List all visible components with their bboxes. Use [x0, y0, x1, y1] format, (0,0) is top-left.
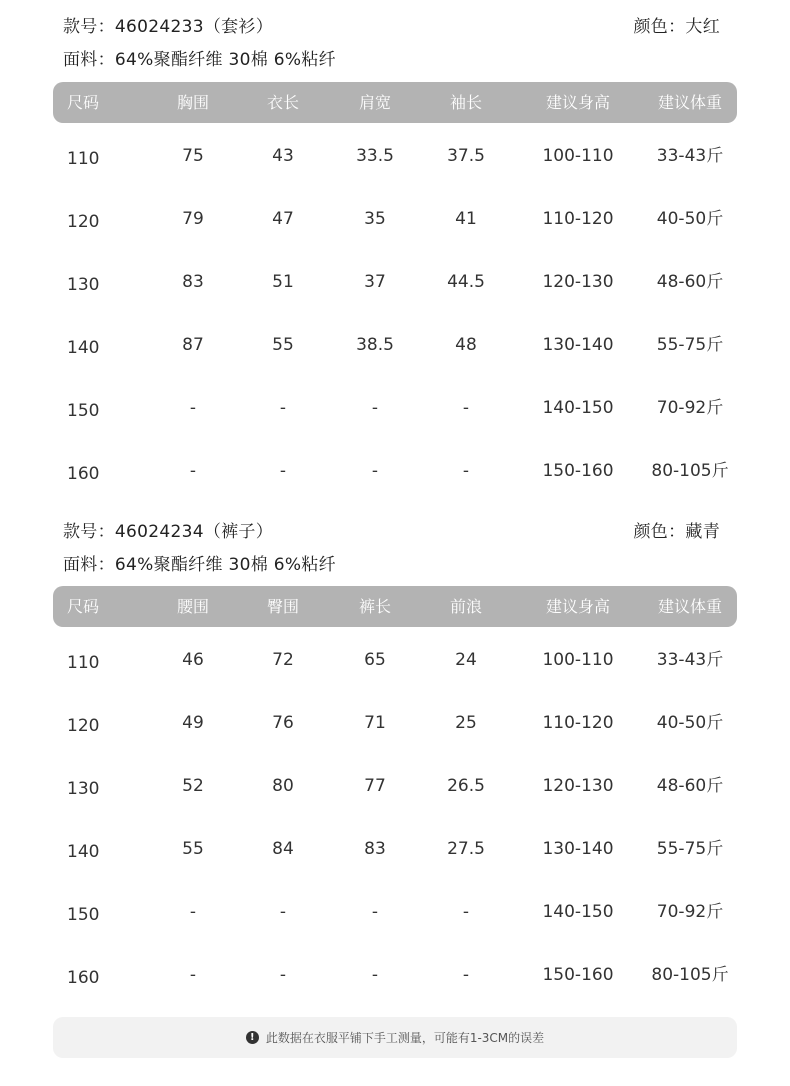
cell-col-d: 26.5	[447, 776, 485, 796]
cell-col-a: -	[189, 398, 197, 418]
cell-height: 140-150	[542, 902, 614, 922]
table-row	[53, 629, 737, 692]
cell-col-a: 52	[182, 776, 204, 796]
cell-height: 150-160	[542, 461, 614, 481]
cell-size: 140	[67, 842, 100, 862]
header-col-c: 肩宽	[358, 93, 392, 112]
cell-weight: 33-43斤	[656, 146, 724, 166]
header-col-b: 衣长	[266, 93, 300, 112]
header-col-d: 前浪	[449, 597, 483, 616]
cell-col-c: -	[371, 902, 379, 922]
cell-col-d: 48	[455, 335, 477, 355]
cell-col-c: 77	[364, 776, 386, 796]
cell-col-a: -	[189, 965, 197, 985]
notice-text: 此数据在衣服平铺下手工测量，可能有1-3CM的误差	[265, 1031, 545, 1045]
cell-col-c: -	[371, 398, 379, 418]
cell-size: 130	[67, 779, 100, 799]
cell-height: 150-160	[542, 965, 614, 985]
cell-col-d: -	[462, 902, 470, 922]
cell-col-d: 44.5	[447, 272, 485, 292]
header-size: 尺码	[67, 597, 100, 616]
size-table-header	[53, 586, 737, 627]
header-size: 尺码	[67, 93, 100, 112]
cell-col-b: -	[279, 965, 287, 985]
table-row	[53, 188, 737, 251]
cell-col-c: 38.5	[356, 335, 394, 355]
header-weight: 建议体重	[657, 93, 723, 112]
cell-height: 100-110	[542, 146, 614, 166]
cell-col-a: 55	[182, 839, 204, 859]
header-col-a: 腰围	[176, 597, 210, 616]
cell-col-b: 80	[272, 776, 294, 796]
style-number: 款号：46024234（裤子）	[63, 522, 274, 542]
cell-size: 110	[67, 653, 100, 673]
color-label: 颜色：藏青	[633, 522, 720, 542]
table-row	[53, 818, 737, 881]
cell-col-d: -	[462, 398, 470, 418]
cell-col-b: 84	[272, 839, 294, 859]
cell-col-a: -	[189, 461, 197, 481]
cell-col-a: 49	[182, 713, 204, 733]
cell-height: 110-120	[542, 713, 614, 733]
cell-height: 130-140	[542, 839, 614, 859]
cell-size: 140	[67, 338, 100, 358]
measurement-notice	[53, 1017, 737, 1058]
table-row	[53, 440, 737, 503]
exclamation-icon: !	[246, 1031, 259, 1044]
cell-weight: 33-43斤	[656, 650, 724, 670]
header-weight: 建议体重	[657, 597, 723, 616]
table-row	[53, 755, 737, 818]
cell-col-d: 27.5	[447, 839, 485, 859]
cell-col-b: 43	[272, 146, 294, 166]
cell-col-c: -	[371, 461, 379, 481]
cell-col-d: -	[462, 965, 470, 985]
table-row	[53, 881, 737, 944]
cell-col-c: 65	[364, 650, 386, 670]
header-col-c: 裤长	[358, 597, 392, 616]
cell-height: 110-120	[542, 209, 614, 229]
cell-col-b: 51	[272, 272, 294, 292]
cell-col-c: 71	[364, 713, 386, 733]
cell-col-b: -	[279, 461, 287, 481]
cell-weight: 80-105斤	[651, 461, 729, 481]
cell-col-a: -	[189, 902, 197, 922]
cell-height: 120-130	[542, 776, 614, 796]
cell-col-d: 24	[455, 650, 477, 670]
cell-height: 120-130	[542, 272, 614, 292]
size-table-header	[53, 82, 737, 123]
cell-col-d: 37.5	[447, 146, 485, 166]
header-col-d: 袖长	[449, 93, 483, 112]
cell-col-c: 83	[364, 839, 386, 859]
cell-size: 150	[67, 905, 100, 925]
fabric-label: 面料：64%聚酯纤维 30棉 6%粘纤	[63, 555, 336, 575]
table-row	[53, 944, 737, 1007]
cell-col-b: 47	[272, 209, 294, 229]
cell-col-a: 83	[182, 272, 204, 292]
cell-height: 140-150	[542, 398, 614, 418]
table-row	[53, 251, 737, 314]
table-row	[53, 125, 737, 188]
cell-col-c: 33.5	[356, 146, 394, 166]
cell-size: 150	[67, 401, 100, 421]
table-row	[53, 314, 737, 377]
fabric-label: 面料：64%聚酯纤维 30棉 6%粘纤	[63, 50, 336, 70]
table-row	[53, 377, 737, 440]
cell-height: 100-110	[542, 650, 614, 670]
cell-col-b: 72	[272, 650, 294, 670]
header-col-a: 胸围	[176, 93, 210, 112]
cell-weight: 40-50斤	[656, 713, 724, 733]
cell-size: 110	[67, 149, 100, 169]
cell-col-b: 55	[272, 335, 294, 355]
cell-weight: 55-75斤	[656, 335, 724, 355]
cell-weight: 48-60斤	[656, 272, 724, 292]
cell-height: 130-140	[542, 335, 614, 355]
cell-size: 130	[67, 275, 100, 295]
cell-col-d: -	[462, 461, 470, 481]
cell-col-c: -	[371, 965, 379, 985]
cell-col-c: 37	[364, 272, 386, 292]
header-col-b: 臀围	[266, 597, 300, 616]
style-number: 款号：46024233（套衫）	[63, 17, 274, 37]
cell-col-a: 87	[182, 335, 204, 355]
cell-weight: 70-92斤	[656, 902, 724, 922]
header-height: 建议身高	[545, 93, 611, 112]
cell-weight: 80-105斤	[651, 965, 729, 985]
cell-col-b: 76	[272, 713, 294, 733]
cell-size: 160	[67, 968, 100, 988]
cell-col-b: -	[279, 902, 287, 922]
cell-col-d: 25	[455, 713, 477, 733]
cell-size: 120	[67, 212, 100, 232]
cell-weight: 55-75斤	[656, 839, 724, 859]
cell-weight: 48-60斤	[656, 776, 724, 796]
table-row	[53, 692, 737, 755]
cell-size: 160	[67, 464, 100, 484]
cell-weight: 40-50斤	[656, 209, 724, 229]
cell-size: 120	[67, 716, 100, 736]
cell-col-a: 46	[182, 650, 204, 670]
cell-col-a: 75	[182, 146, 204, 166]
cell-weight: 70-92斤	[656, 398, 724, 418]
cell-col-b: -	[279, 398, 287, 418]
cell-col-a: 79	[182, 209, 204, 229]
cell-col-d: 41	[455, 209, 477, 229]
cell-col-c: 35	[364, 209, 386, 229]
header-height: 建议身高	[545, 597, 611, 616]
color-label: 颜色：大红	[633, 17, 720, 37]
